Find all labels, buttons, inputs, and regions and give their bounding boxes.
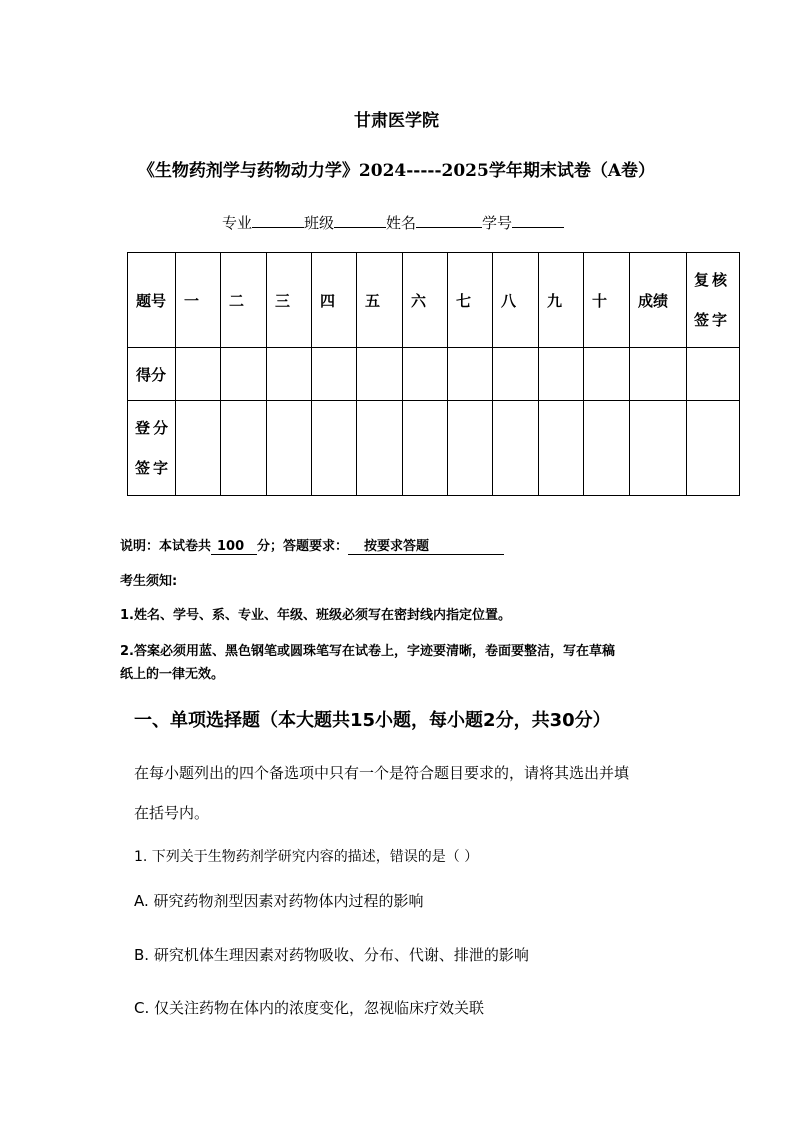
- option-a[interactable]: A. 研究药物剂型因素对药物体内过程的影响: [134, 892, 424, 910]
- column-header: 六: [403, 253, 448, 348]
- column-header: 五: [357, 253, 403, 348]
- sign-cell[interactable]: [176, 401, 221, 496]
- notice-title: 考生须知:: [120, 574, 178, 589]
- review-label-line1: 复核: [694, 271, 731, 289]
- major-label: 专业: [222, 214, 253, 232]
- column-header: 十: [584, 253, 630, 348]
- instructions-mid: 分；答题要求：: [257, 539, 349, 554]
- score-row: [128, 348, 740, 401]
- review-label-line2: 签字: [694, 311, 731, 329]
- major-field[interactable]: [252, 213, 304, 228]
- sign-cell[interactable]: [630, 401, 687, 496]
- score-cell[interactable]: [176, 348, 221, 401]
- section-intro: 在每小题列出的四个备选项中只有一个是符合题目要求的，请将其选出并填: [134, 764, 630, 782]
- student-id-field[interactable]: [512, 213, 564, 228]
- total-score-value: 100: [211, 539, 257, 555]
- row-header-label: 题号: [128, 253, 176, 348]
- exam-title: 《生物药剂学与药物动力学》2024-----2025学年期末试卷（A卷）: [137, 161, 656, 181]
- name-label: 姓名: [386, 214, 417, 232]
- score-cell[interactable]: [267, 348, 312, 401]
- score-cell[interactable]: [448, 348, 493, 401]
- section-intro-continued: 在括号内。: [134, 804, 210, 822]
- instructions: [120, 535, 504, 555]
- name-field[interactable]: [416, 213, 482, 228]
- sign-cell[interactable]: [267, 401, 312, 496]
- sign-cell[interactable]: [539, 401, 584, 496]
- column-header: 七: [448, 253, 493, 348]
- class-label: 班级: [304, 214, 335, 232]
- sign-cell[interactable]: [403, 401, 448, 496]
- section-title: 一、单项选择题（本大题共15小题，每小题2分，共30分）: [134, 710, 611, 731]
- column-header: 八: [493, 253, 539, 348]
- sign-cell[interactable]: [312, 401, 357, 496]
- answer-requirement: 按要求答题: [348, 535, 504, 555]
- score-cell[interactable]: [312, 348, 357, 401]
- sign-row: [128, 401, 740, 496]
- review-sign-header: [687, 253, 740, 348]
- score-cell[interactable]: [584, 348, 630, 401]
- score-row-label: 得分: [128, 348, 176, 401]
- score-cell[interactable]: [630, 348, 687, 401]
- option-b[interactable]: B. 研究机体生理因素对药物吸收、分布、代谢、排泄的影响: [134, 946, 529, 964]
- student-info-line: [222, 212, 564, 233]
- column-header: 九: [539, 253, 584, 348]
- table-header-row: [128, 253, 740, 348]
- column-header: 一: [176, 253, 221, 348]
- sign-cell[interactable]: [687, 401, 740, 496]
- score-cell[interactable]: [357, 348, 403, 401]
- school-name: 甘肃医学院: [354, 111, 439, 131]
- sign-cell[interactable]: [448, 401, 493, 496]
- score-cell[interactable]: [493, 348, 539, 401]
- notice-item-1: 1.姓名、学号、系、专业、年级、班级必须写在密封线内指定位置。: [120, 608, 511, 623]
- sign-cell[interactable]: [357, 401, 403, 496]
- option-c[interactable]: C. 仅关注药物在体内的浓度变化，忽视临床疗效关联: [134, 999, 485, 1017]
- score-table: [127, 252, 740, 496]
- column-header: 四: [312, 253, 357, 348]
- sign-label-line2: 签字: [135, 459, 172, 477]
- instructions-prefix: 说明：本试卷共: [120, 539, 212, 554]
- score-cell[interactable]: [403, 348, 448, 401]
- column-header: 二: [221, 253, 267, 348]
- sign-cell[interactable]: [584, 401, 630, 496]
- notice-item-2: 2.答案必须用蓝、黑色钢笔或圆珠笔写在试卷上，字迹要清晰，卷面要整洁，写在草稿: [120, 644, 615, 659]
- class-field[interactable]: [334, 213, 386, 228]
- column-header: 三: [267, 253, 312, 348]
- sign-row-label: [128, 401, 176, 496]
- notice-item-2-continued: 纸上的一律无效。: [120, 667, 225, 682]
- score-cell[interactable]: [539, 348, 584, 401]
- score-cell[interactable]: [687, 348, 740, 401]
- sign-cell[interactable]: [493, 401, 539, 496]
- total-score-header: 成绩: [630, 253, 687, 348]
- student-id-label: 学号: [482, 214, 513, 232]
- question-stem: 1. 下列关于生物药剂学研究内容的描述，错误的是（ ）: [134, 849, 479, 865]
- score-cell[interactable]: [221, 348, 267, 401]
- sign-label-line1: 登分: [135, 419, 172, 437]
- sign-cell[interactable]: [221, 401, 267, 496]
